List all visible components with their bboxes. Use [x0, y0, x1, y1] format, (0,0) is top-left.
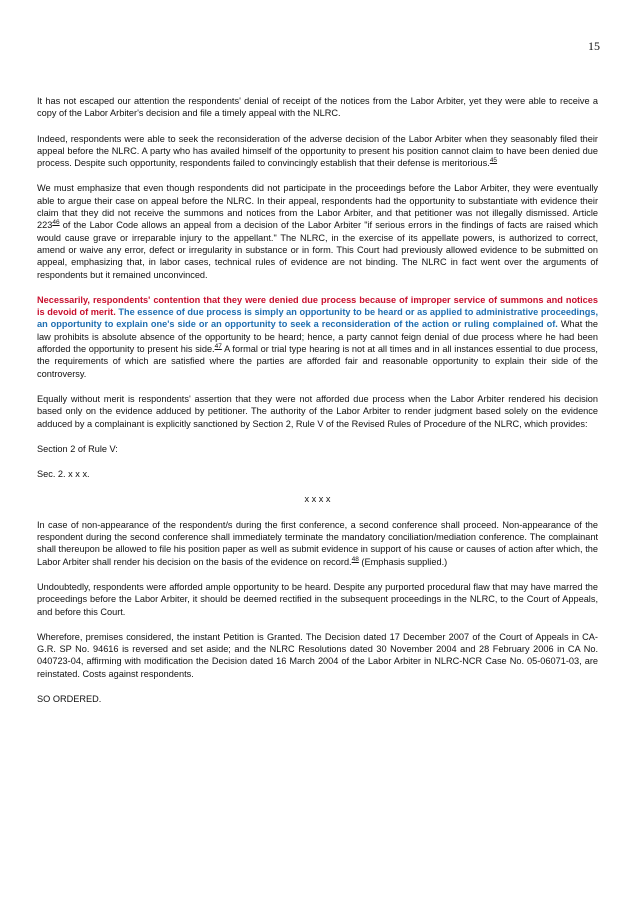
- paragraph-reconsideration: [37, 133, 598, 170]
- highlighted-text-blue: The essence of due process is simply an opportunity to be heard or as applied to administrative proceedings, an opportunity to explain one's side or an opportunity to seek a reconsideration of the action or ruling complained of.: [37, 307, 598, 330]
- paragraph-appeal-before-nlrc: [37, 182, 598, 280]
- paragraph-section-heading: Section 2 of Rule V:: [37, 443, 118, 454]
- footnote-ref-48[interactable]: 48: [351, 555, 359, 563]
- paragraph-rule-quote: [37, 519, 598, 568]
- footnote-ref-46[interactable]: 46: [52, 219, 60, 227]
- paragraph-due-process: [37, 294, 598, 380]
- paragraph-text: What the law prohibits is absolute absence of the opportunity to be heard; hence, a party cannot feign denial of due process where he had been afforded the opportunity to present his side.: [37, 319, 598, 355]
- page-number: 15: [588, 39, 600, 53]
- paragraph-sec-2: Sec. 2. x x x.: [37, 469, 90, 480]
- paragraph-text: of the Labor Code allows an appeal from a decision of the Labor Arbiter "if serious errors in the findings of facts are raised which would cause grave or irreparable injury to the appellant." The NLRC, in the exercise of its appellate powers, is authorized to correct, amend or waive any error, defect or irregularity in substance or in form. This Court had previously allowed evidence to be submitted on appeal, emphasizing that, in labor cases, technical rules of evidence are not binding. The NLRC in fact went over the arguments of respondents but it remained unconvinced.: [37, 220, 598, 280]
- footnote-ref-47[interactable]: 47: [214, 343, 222, 351]
- paragraph-ellipsis: x x x x: [304, 494, 331, 505]
- paragraph-text: A formal or trial type hearing is not at all times and in all instances essential to due process, the requirements of which are satisfied where the parties are afforded fair and reasonable opportunity to explain their side of the controversy.: [37, 344, 598, 379]
- paragraph-so-ordered: SO ORDERED.: [37, 693, 102, 704]
- footnote-ref-45[interactable]: 45: [489, 157, 498, 165]
- paragraph-text: In case of non-appearance of the respondent/s during the first conference, a second conference shall proceed. Non-appearance of the respondent during the second conference shall immediately terminate the mandatory conciliation/mediation conference. The complainant shall thereupon be allowed to file his position paper as well as submit evidence in support of his cause or causes of action after which, the Labor Arbiter shall render his decision on the basis of the evidence on record.: [37, 519, 598, 567]
- paragraph-disposition: Wherefore, premises considered, the instant Petition is Granted. The Decision dated 17 December 2007 of the Court of Appeals in CA-G.R. SP No. 94616 is reversed and set aside; and the NLRC Resolutions dated 30 November 2004 and 28 February 2006 in CA No. 040723-04, affirming with modification the Decision dated 16 March 2004 of the Labor Arbiter in NLRC-NCR Case No. 05-06071-03, are reinstated. Costs against respondents.: [37, 631, 598, 679]
- highlighted-text-red: Necessarily, respondents' contention that they were denied due process because of improper service of summons and notices is devoid of merit.: [37, 294, 598, 318]
- paragraph-text: We must emphasize that even though respondents did not participate in the proceedings before the Labor Arbiter, they were eventually able to argue their case on appeal before the NLRC. In their appeal, respondents had the opportunity to substantiate with evidence their claim that they did not receive the summons and notices from the Labor Arbiter, and that petitioner was not illegally dismissed. Article 223: [37, 183, 598, 231]
- paragraph-text: Indeed, respondents were able to seek the reconsideration of the adverse decision of the Labor Arbiter when they seasonably filed their appeal before the NLRC. A party who has availed himself of the opportunity to present his position cannot claim to have been denied due process. Despite such opportunity, respondents failed to convincingly establish that their defense is meritorious.: [37, 133, 598, 169]
- paragraph-without-merit: Equally without merit is respondents' assertion that they were not afforded due process when the Labor Arbiter rendered his decision based only on the evidence adduced by petitioner. The authority of the Labor Arbiter to render judgment based solely on the evidence adduced by a complainant is explicitly sanctioned by Section 2, Rule V of the Revised Rules of Procedure of the NLRC, which provides:: [37, 393, 598, 429]
- paragraph-undoubtedly: Undoubtedly, respondents were afforded ample opportunity to be heard. Despite any purported procedural flaw that may have marred the proceedings before the Labor Arbiter, it should be deemed rectified in the subsequent proceedings in the NLRC, to the Court of Appeals, and before this Court.: [37, 581, 598, 617]
- paragraph-text: (Emphasis supplied.): [358, 556, 448, 567]
- paragraph-receipt-of-notices: It has not escaped our attention the respondents' denial of receipt of the notices from the Labor Arbiter, yet they were able to receive a copy of the Labor Arbiter's decision and file a timely appeal with the NLRC.: [37, 96, 598, 119]
